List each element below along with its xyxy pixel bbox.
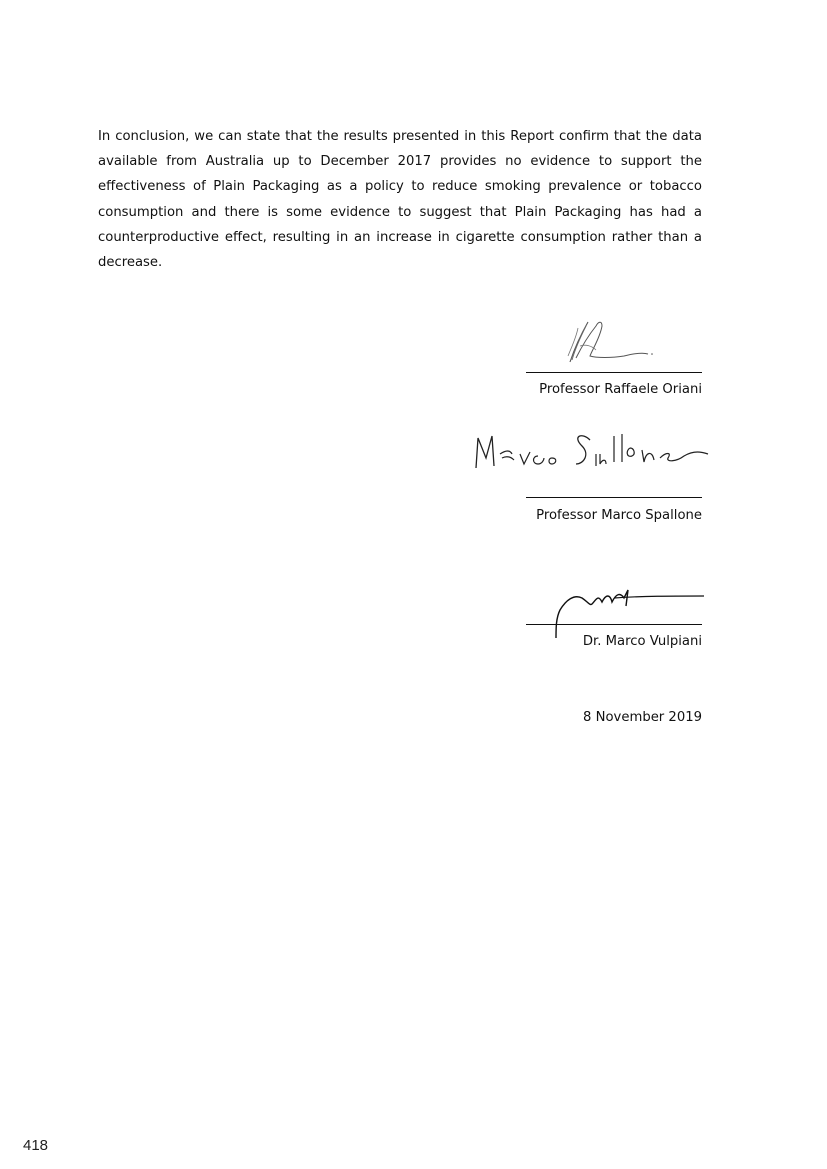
document-date: 8 November 2019 [583, 710, 702, 725]
signature-line-oriani [526, 372, 702, 373]
signature-line-vulpiani [526, 624, 702, 625]
signature-spallone [472, 424, 712, 474]
conclusion-paragraph: In conclusion, we can state that the results presented in this Report confirm that the data available from Australia up to December 2017 provides no evidence to support the effectiveness of Plain Packaging as a policy to reduce smoking prevalence or tobacco consumption and there is some evidence to suggest that Plain Packaging has had a counterproductive effect, resulting in an increase in cigarette consumption rather than a decrease. [98, 129, 702, 271]
signatory-name-oriani: Professor Raffaele Oriani [539, 382, 702, 397]
signature-line-spallone [526, 497, 702, 498]
signatory-name-spallone: Professor Marco Spallone [536, 508, 702, 523]
signature-vulpiani [552, 584, 706, 640]
signatory-name-vulpiani: Dr. Marco Vulpiani [582, 634, 702, 649]
signature-oriani [562, 316, 662, 366]
page-number: 418 [23, 1137, 49, 1154]
